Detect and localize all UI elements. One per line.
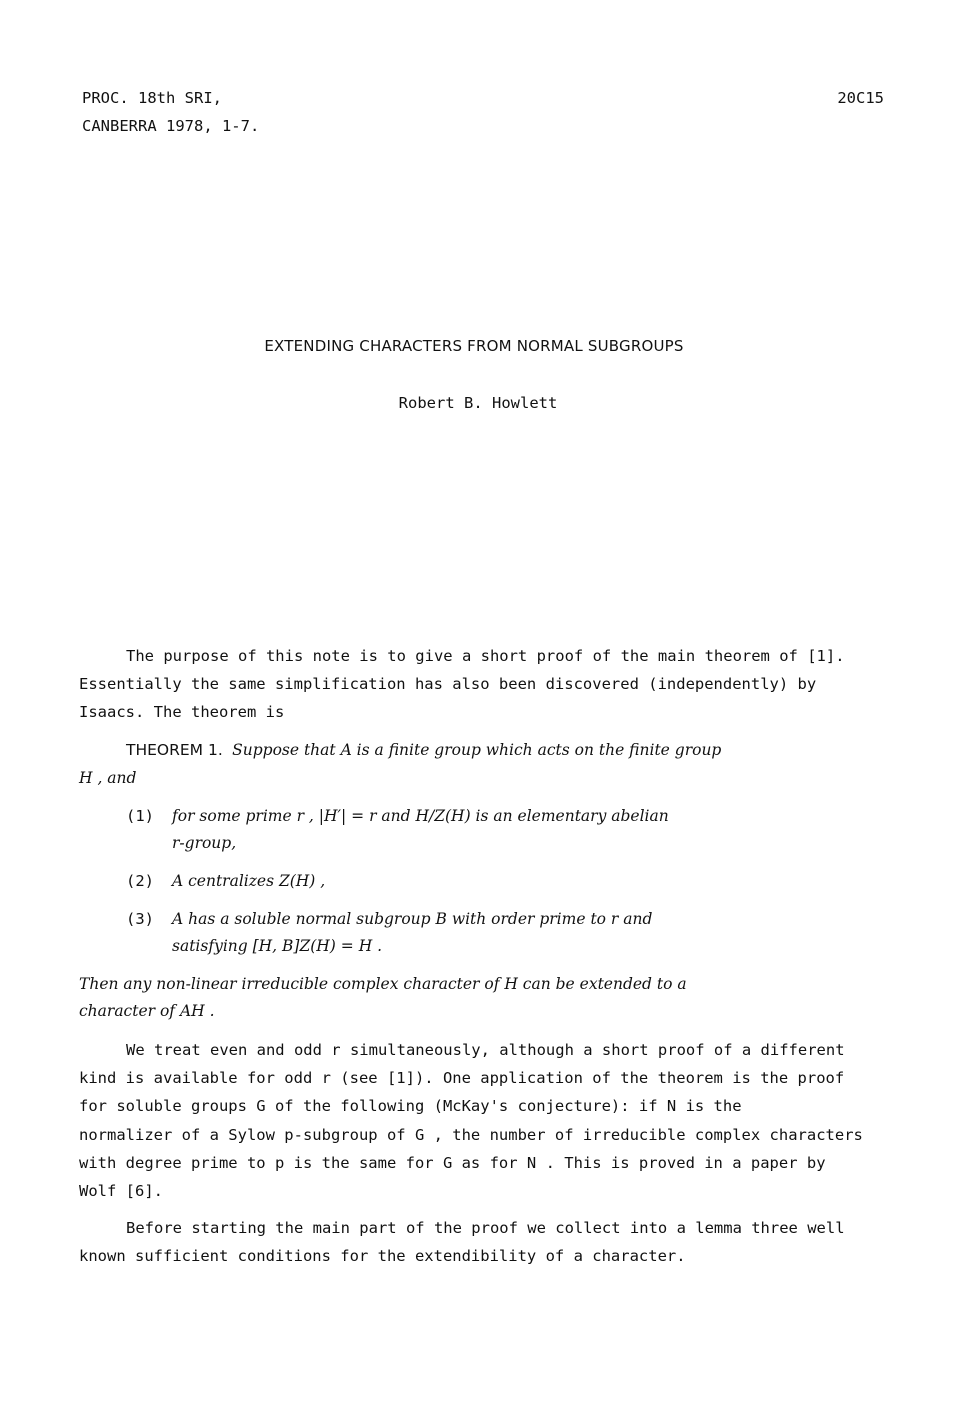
condition-item-3 (126, 906, 886, 960)
intro-line-1: The purpose of this note is to give a short proof of the main theorem of [1]. (126, 647, 845, 665)
para3-line-2: known sufficient conditions for the extendibility of a character. (79, 1247, 686, 1266)
theorem-line-1: Suppose that A is a finite group which acts on the finite group (232, 741, 722, 759)
conclusion-line-1: Then any non-linear irreducible complex character of H can be extended to a (79, 975, 687, 993)
author: Robert B. Howlett (398, 394, 558, 412)
body-paragraph-3 (79, 1214, 889, 1270)
item-text-cont: satisfying [H, B]Z(H) = H . (172, 937, 383, 955)
para2-line-6: Wolf [6]. (79, 1181, 163, 1200)
theorem-line-2: H , and (79, 769, 137, 788)
page-title: EXTENDING CHARACTERS FROM NORMAL SUBGROUPS (264, 337, 684, 355)
item-text: for some prime r , |H′| = r and H/Z(H) is an elementary abelian (172, 807, 669, 825)
item-number: (1) (126, 807, 154, 825)
theorem-statement (79, 736, 889, 792)
item-number: (3) (126, 910, 154, 928)
para2-line-1: We treat even and odd r simultaneously, although a short proof of a different (126, 1041, 845, 1059)
theorem-label: THEOREM 1. (126, 741, 223, 759)
conclusion-line-2: character of AH . (79, 1002, 215, 1020)
item-text: A centralizes Z(H) , (172, 872, 326, 890)
intro-paragraph (79, 642, 889, 727)
intro-line-3: Isaacs. The theorem is (79, 703, 285, 722)
item-number: (2) (126, 872, 154, 890)
condition-item-1 (126, 803, 886, 857)
para2-line-4: normalizer of a Sylow p-subgroup of G , the number of irreducible complex characters (79, 1125, 863, 1144)
intro-line-2: Essentially the same simplification has also been discovered (independently) by (79, 675, 817, 694)
journal-line-1: PROC. 18th SRI, (82, 89, 222, 107)
para3-line-1: Before starting the main part of the proof we collect into a lemma three well (126, 1219, 845, 1237)
journal-reference (82, 84, 259, 140)
classification-code: 20C15 (837, 89, 884, 107)
body-paragraph-2 (79, 1036, 889, 1205)
item-text-cont: r-group, (172, 834, 237, 852)
para2-line-5: with degree prime to p is the same for G as for N . This is proved in a paper by (79, 1153, 826, 1172)
para2-line-3: for soluble groups G of the following (McKay's conjecture): if N is the (79, 1097, 742, 1116)
journal-line-2: CANBERRA 1978, 1-7. (82, 117, 260, 135)
theorem-conclusion (79, 971, 889, 1025)
para2-line-2: kind is available for odd r (see [1]). One application of the theorem is the proof (79, 1069, 845, 1088)
item-text: A has a soluble normal subgroup B with order prime to r and (172, 910, 653, 928)
condition-item-2 (126, 868, 886, 895)
